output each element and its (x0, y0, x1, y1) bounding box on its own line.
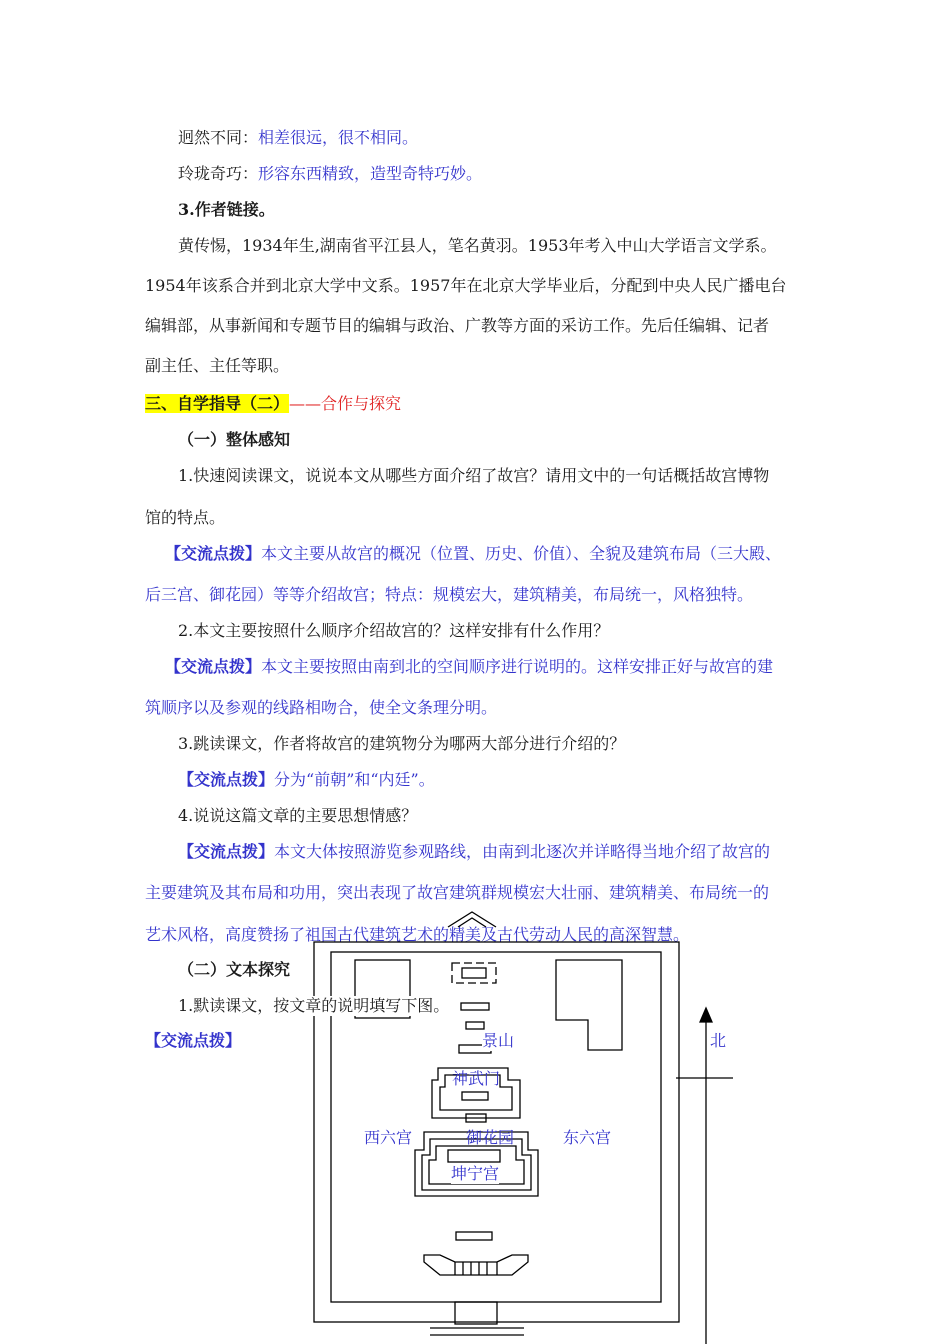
label-west-six-palaces: 西六宫 (364, 1128, 413, 1147)
author-line-4: 副主任、主任等职。 (145, 356, 290, 375)
part2-tip-label: 【交流点拨】 (145, 1031, 242, 1050)
answer-1-line-1: 【交流点拨】本文主要从故宫的概况（位置、历史、价值）、全貌及建筑布局（三大殿、 (165, 544, 782, 563)
answer-4-line-2: 主要建筑及其布局和功用，突出表现了故宫建筑群规模宏大壮丽、建筑精美、布局统一的 (145, 883, 770, 902)
question-2: 2.本文主要按照什么顺序介绍故宫的？这样安排有什么作用？ (178, 621, 610, 640)
author-heading: 3.作者链接。 (178, 200, 275, 219)
label-yuhuayuan: 御花园 (466, 1128, 515, 1147)
section-suffix: ——合作与探究 (289, 394, 402, 413)
question-1-line-2: 馆的特点。 (145, 508, 226, 527)
label-east-six-palaces: 东六宫 (563, 1128, 612, 1147)
answer-3: 【交流点拨】分为“前朝”和“内廷”。 (178, 770, 435, 789)
answer-4-line-3: 艺术风格，高度赞扬了祖国古代建筑艺术的精美及古代劳动人民的高深智慧。 (145, 925, 690, 944)
label-shenwumen: 神武门 (452, 1069, 501, 1088)
roof-mark (448, 912, 496, 927)
compass-arrow (700, 1008, 712, 1022)
question-1-line-1: 1.快速阅读课文，说说本文从哪些方面介绍了故宫？请用文中的一句话概括故宫博物 (178, 466, 770, 485)
answer-2-line-2: 筑顺序以及参观的线路相吻合，使全文条理分明。 (145, 698, 498, 717)
part1-heading: （一）整体感知 (178, 430, 291, 449)
question-4: 4.说说这篇文章的主要思想情感？ (178, 806, 418, 825)
part2-heading: （二）文本探究 (178, 960, 291, 979)
author-line-1: 黄传惕，1934年生,湖南省平江县人，笔名黄羽。1953年考入中山大学语言文学系。 (178, 236, 777, 255)
part2-question-1: 1.默读课文，按文章的说明填写下图。 (178, 996, 450, 1015)
tip-label: 【交流点拨】 (178, 770, 275, 789)
meridian-gate (424, 1255, 528, 1275)
vocab-def: 形容东西精致，造型奇特巧妙。 (258, 164, 483, 183)
label-kunninggong: 坤宁宫 (451, 1164, 500, 1183)
answer-2-line-1: 【交流点拨】本文主要按照由南到北的空间顺序进行说明的。这样安排正好与故宫的建 (165, 657, 774, 676)
section-highlight: 三、自学指导（二） (145, 394, 290, 413)
vocab-def: 相差很远，很不相同。 (258, 128, 419, 147)
author-line-3: 编辑部，从事新闻和专题节目的编辑与政治、广教等方面的采访工作。先后任编辑、记者 (145, 316, 770, 335)
question-3: 3.跳读课文，作者将故宫的建筑物分为哪两大部分进行介绍的？ (178, 734, 626, 753)
vocab-term: 玲珑奇巧： (178, 164, 259, 183)
author-line-2: 1954年该系合并到北京大学中文系。1957年在北京大学毕业后，分配到中央人民广播电台 (145, 276, 787, 295)
tip-label: 【交流点拨】 (165, 657, 262, 676)
label-north: 北 (710, 1031, 727, 1050)
answer-4-line-1: 【交流点拨】本文大体按照游览参观路线，由南到北逐次并详略得当地介绍了故宫的 (178, 842, 771, 861)
tip-label: 【交流点拨】 (165, 544, 262, 563)
answer-1-line-2: 后三宫、御花园）等等介绍故宫；特点：规模宏大，建筑精美，布局统一，风格独特。 (145, 585, 754, 604)
top-right-building (556, 960, 622, 1050)
south-gate (455, 1302, 497, 1324)
vocab-term: 迥然不同： (178, 128, 259, 147)
label-jingshan: 景山 (482, 1031, 515, 1050)
tip-label: 【交流点拨】 (178, 842, 275, 861)
north-gate (452, 963, 496, 983)
